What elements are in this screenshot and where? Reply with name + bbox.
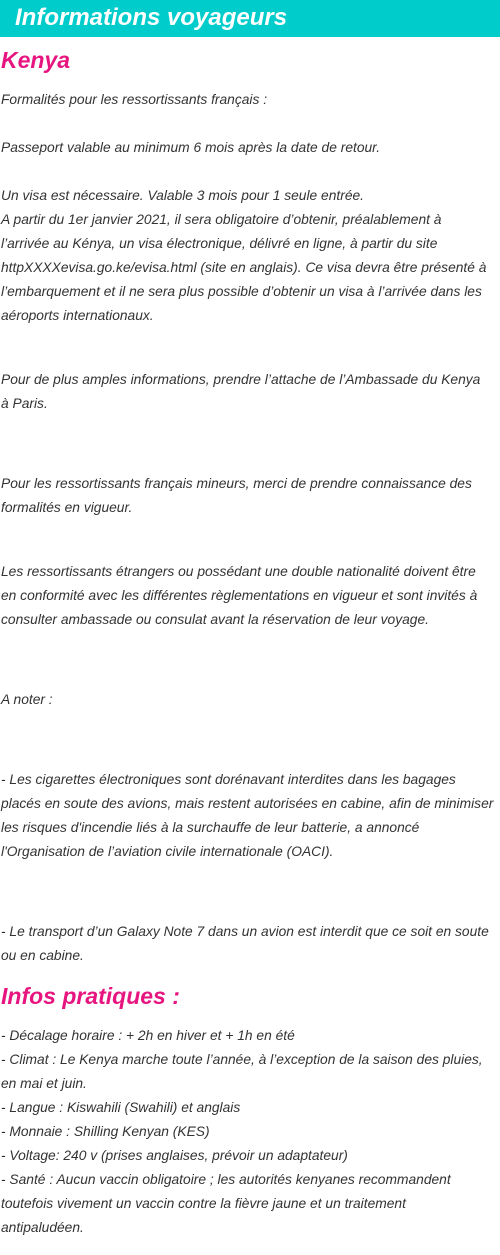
country-title: Kenya	[1, 47, 71, 73]
cigarettes-line: les risques d'incendie liés à la surchauffe de leur batterie, a annoncé	[1, 820, 420, 835]
info-line: toutefois vivement un vaccin contre la fièvre jaune et un traitement	[1, 1196, 406, 1211]
passport-requirement: Passeport valable au minimum 6 mois après la date de retour.	[1, 140, 381, 155]
visa-line: l’embarquement et il ne sera plus possible d’obtenir un visa à l’arrivée dans les	[1, 284, 482, 299]
info-line: - Santé : Aucun vaccin obligatoire ; les autorités kenyanes recommandent	[1, 1172, 451, 1187]
galaxy-line: - Le transport d’un Galaxy Note 7 dans un avion est interdit que ce soit en soute	[1, 924, 489, 939]
galaxy-paragraph	[1, 920, 499, 968]
ambassade-line: Pour de plus amples informations, prendre l’attache de l’Ambassade du Kenya	[1, 372, 481, 387]
visa-line: A partir du 1er janvier 2021, il sera obligatoire d’obtenir, préalablement à	[1, 212, 442, 227]
cigarettes-line: l'Organisation de l’aviation civile internationale (OACI).	[1, 844, 334, 859]
page-title: Informations voyageurs	[15, 4, 288, 31]
ambassade-paragraph	[1, 368, 499, 416]
formalites-intro: Formalités pour les ressortissants français :	[1, 92, 268, 107]
mineurs-line: Pour les ressortissants français mineurs, merci de prendre connaissance des	[1, 476, 472, 491]
visa-line: l’arrivée au Kénya, un visa électronique, délivré en ligne, à partir du site	[1, 236, 438, 251]
cigarettes-line: - Les cigarettes électroniques sont dorénavant interdites dans les bagages	[1, 772, 456, 787]
visa-line: Un visa est nécessaire. Valable 3 mois pour 1 seule entrée.	[1, 188, 365, 203]
mineurs-line: formalités en vigueur.	[1, 500, 133, 515]
visa-paragraph	[1, 184, 499, 328]
cigarettes-line: placés en soute des avions, mais restent autorisées en cabine, afin de minimiser	[1, 796, 494, 811]
ambassade-line: à Paris.	[1, 396, 48, 411]
cigarettes-paragraph	[1, 768, 499, 864]
visa-line: httpXXXXevisa.go.ke/evisa.html (site en anglais). Ce visa devra être présenté à	[1, 260, 487, 275]
info-line: - Climat : Le Kenya marche toute l’année, à l’exception de la saison des pluies,	[1, 1052, 483, 1067]
info-line: - Décalage horaire : + 2h en hiver et + 1h en été	[1, 1028, 295, 1043]
info-line: - Monnaie : Shilling Kenyan (KES)	[1, 1124, 210, 1139]
etrangers-line: en conformité avec les différentes règlementations en vigueur et sont invités à	[1, 588, 478, 603]
infos-pratiques-title: Infos pratiques :	[1, 983, 180, 1009]
etrangers-line: Les ressortissants étrangers ou possédant une double nationalité doivent être	[1, 564, 476, 579]
info-line: - Voltage: 240 v (prises anglaises, prévoir un adaptateur)	[1, 1148, 348, 1163]
mineurs-paragraph	[1, 472, 499, 520]
header-bar	[0, 0, 500, 37]
galaxy-line: ou en cabine.	[1, 948, 84, 963]
info-line: - Langue : Kiswahili (Swahili) et anglais	[1, 1100, 241, 1115]
a-noter-label: A noter :	[1, 692, 53, 707]
etrangers-line: consulter ambassade ou consulat avant la réservation de leur voyage.	[1, 612, 429, 627]
info-line: en mai et juin.	[1, 1076, 87, 1091]
visa-line: aéroports internationaux.	[1, 308, 154, 323]
info-line: antipaludéen.	[1, 1220, 84, 1235]
infos-pratiques-list	[1, 1024, 499, 1240]
etrangers-paragraph	[1, 560, 499, 632]
